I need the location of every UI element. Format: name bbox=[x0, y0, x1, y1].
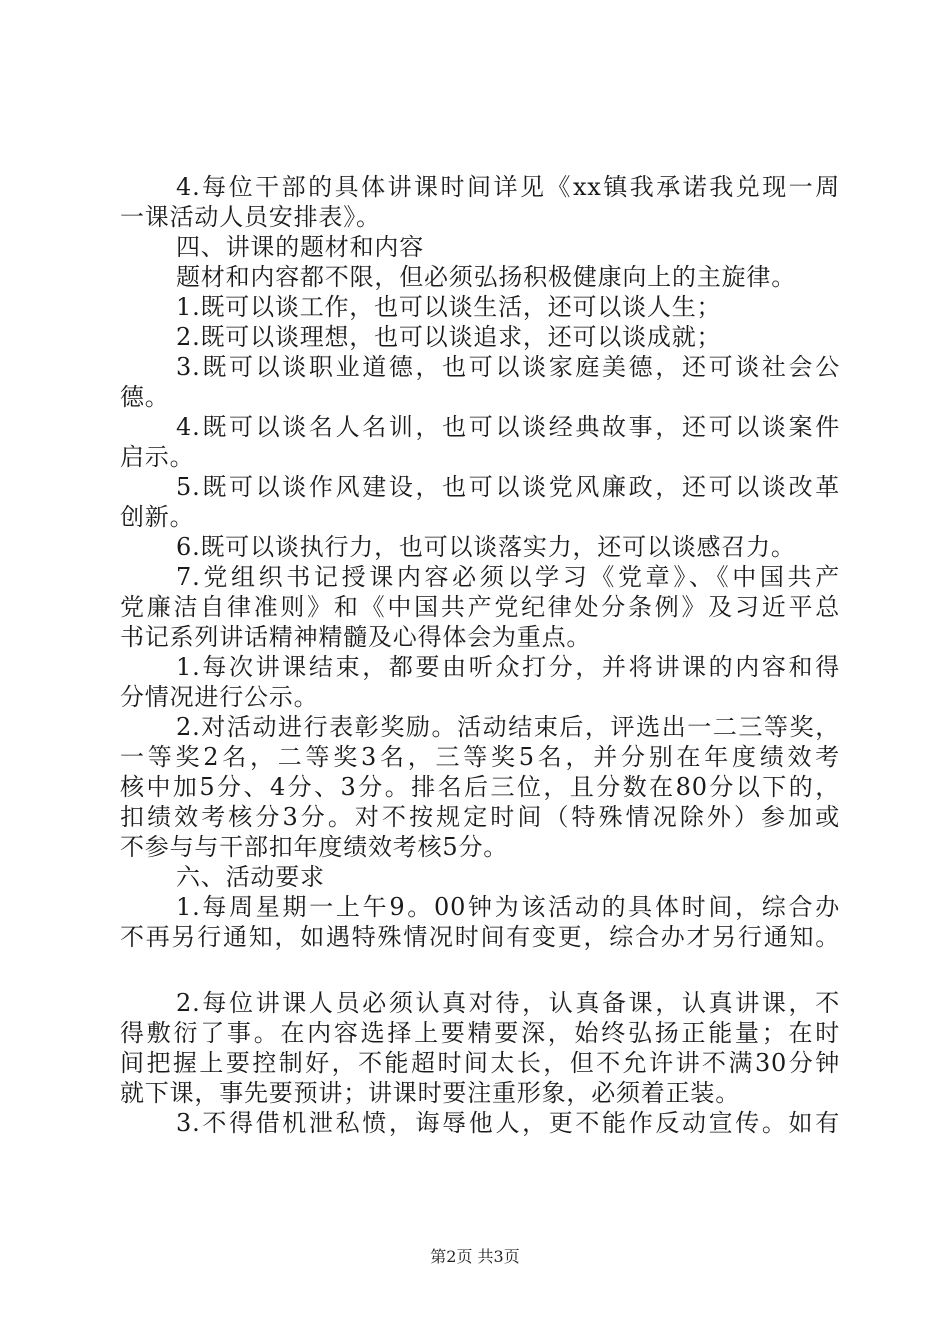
text-line: 题材和内容都不限，但必须弘扬积极健康向上的主旋律。 bbox=[176, 263, 796, 291]
text-line: 启示。 bbox=[120, 443, 195, 471]
text-line: 2.对活动进行表彰奖励。活动结束后，评选出一二三等奖， bbox=[176, 713, 840, 741]
text-line: 创新。 bbox=[120, 503, 195, 531]
text-line: 4.既可以谈名人名训，也可以谈经典故事，还可以谈案件 bbox=[176, 413, 840, 441]
text-line: 间把握上要控制好，不能超时间太长，但不允许讲不满30分钟 bbox=[120, 1049, 840, 1077]
text-line: 2.既可以谈理想，也可以谈追求，还可以谈成就； bbox=[176, 323, 722, 351]
text-line: 书记系列讲话精神精髓及心得体会为重点。 bbox=[120, 623, 592, 651]
text-line: 六、活动要求 bbox=[176, 863, 325, 891]
text-line: 6.既可以谈执行力，也可以谈落实力，还可以谈感召力。 bbox=[176, 533, 796, 561]
text-line: 3.不得借机泄私愤，诲辱他人，更不能作反动宣传。如有 bbox=[176, 1109, 840, 1137]
text-line: 1.每周星期一上午9。00钟为该活动的具体时间，综合办 bbox=[176, 893, 840, 921]
text-line: 就下课，事先要预讲；讲课时要注重形象，必须着正装。 bbox=[120, 1079, 740, 1107]
text-line: 不再另行通知，如遇特殊情况时间有变更，综合办才另行通知。 bbox=[120, 923, 840, 951]
text-line: 分情况进行公示。 bbox=[120, 683, 319, 711]
text-line: 一等奖2名，二等奖3名，三等奖5名，并分别在年度绩效考 bbox=[120, 743, 840, 771]
text-line: 扣绩效考核分3分。对不按规定时间（特殊情况除外）参加或 bbox=[120, 803, 840, 831]
text-line: 得敷衍了事。在内容选择上要精要深，始终弘扬正能量；在时 bbox=[120, 1019, 840, 1047]
text-line: 3.既可以谈职业道德，也可以谈家庭美德，还可谈社会公 bbox=[176, 353, 840, 381]
text-line: 5.既可以谈作风建设，也可以谈党风廉政，还可以谈改革 bbox=[176, 473, 840, 501]
text-line: 1.既可以谈工作，也可以谈生活，还可以谈人生； bbox=[176, 293, 722, 321]
text-line: 党廉洁自律准则》和《中国共产党纪律处分条例》及习近平总 bbox=[120, 593, 840, 621]
text-line: 不参与与干部扣年度绩效考核5分。 bbox=[120, 833, 509, 861]
text-line: 4.每位干部的具体讲课时间详见《xx镇我承诺我兑现一周 bbox=[176, 173, 840, 201]
text-line: 核中加5分、4分、3分。排名后三位，且分数在80分以下的， bbox=[120, 773, 840, 801]
paragraph-gap bbox=[120, 952, 840, 988]
text-line: 一课活动人员安排表》。 bbox=[120, 203, 381, 231]
text-line: 2.每位讲课人员必须认真对待，认真备课，认真讲课，不 bbox=[176, 989, 840, 1017]
page-footer: 第2页 共3页 bbox=[430, 1247, 520, 1266]
text-line: 德。 bbox=[120, 383, 170, 411]
text-line: 四、讲课的题材和内容 bbox=[176, 233, 424, 261]
document-body bbox=[120, 172, 840, 1138]
text-line: 1.每次讲课结束，都要由听众打分，并将讲课的内容和得 bbox=[176, 653, 840, 681]
text-line: 7.党组织书记授课内容必须以学习《党章》、《中国共产 bbox=[176, 563, 840, 591]
